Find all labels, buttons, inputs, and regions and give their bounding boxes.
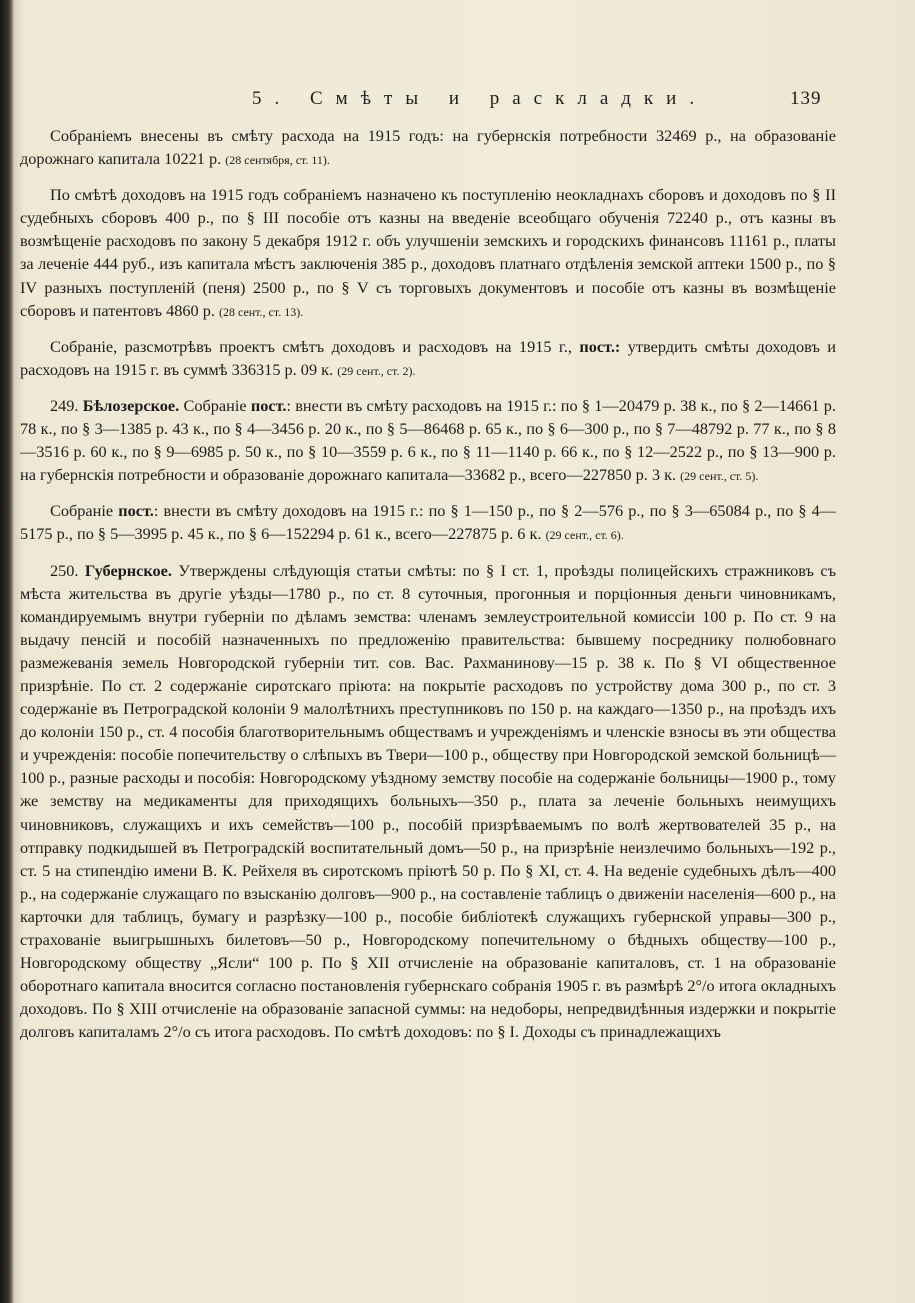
session-reference: (29 сент., ст. 6). — [545, 528, 624, 543]
session-reference: (29 сент., ст. 5). — [680, 469, 759, 484]
resolution-keyword: пост. — [118, 501, 154, 521]
section-250 — [20, 559, 836, 1044]
paragraph-text: Собраніемъ внесены въ смѣту расхода на 1915 годъ: на губернскія потребности 32469 р., на образованіе дорожнаго капитала 10221 р. — [20, 126, 836, 169]
paragraph-3 — [20, 335, 836, 383]
paragraph-text-before: Собраніе, разсмотрѣвъ проектъ смѣтъ доходовъ и расходовъ на 1915 г., — [50, 336, 572, 356]
paragraph-text-before: Собраніе — [183, 395, 247, 415]
section-heading: Губернское. — [84, 560, 172, 580]
session-reference: (28 сентября, ст. 11). — [225, 153, 330, 168]
paragraph-2 — [20, 183, 836, 324]
paragraph-text: : внести въ смѣту расходовъ на 1915 г.: по § 1—20479 р. 38 к., по § 2—14661 р. 78 к., по § 3—1385 р. 43 к., по § 4—3456 р. 20 к., по § 5—86468 р. 65 к., по § 6—300 р., по § 7—48792 р. 77 к., по § 8—3516 р. 60 к., по § 9—6985 р. 50 к., по § 10—3559 р. 6 к., по § 11—1140 р. 66 к., по § 12—2522 р., по § 13—900 р. на губернскія потребности и образованіе дорожнаго капитала—33682 р., всего—227850 р. 3 к. — [20, 395, 836, 485]
header-title: 5. Смѣты и раскладки. — [252, 88, 708, 109]
paragraph-text: : внести въ смѣту доходовъ на 1915 г.: по § 1—150 р., по § 2—576 р., по § 3—65084 р., по § 4—5175 р., по § 5—3995 р. 45 к., по § 6—152294 р. 61 к., всего—227875 р. 6 к. — [20, 501, 836, 544]
page-number: 139 — [790, 88, 822, 109]
paragraph-text: По смѣтѣ доходовъ на 1915 годъ собраніемъ назначено къ поступленію неокладнахъ сборовъ и доходовъ по § II судебныхъ сборовъ 400 р., по § III пособіе отъ казны на введеніе всеобщаго обученія 72240 р., отъ казны въ возмѣщеніе расходовъ по закону 5 декабря 1912 г. объ улучшеніи земскихъ и городскихъ финансовъ 11161 р., платы за леченіе 444 руб., изъ капитала мѣстъ заключенія 385 р., доходовъ платнаго отдѣленія земской аптеки 1500 р., по § IV разныхъ поступленій (пеня) 2500 р., по § V съ торговыхъ документовъ и пособіе отъ казны въ возмѣщеніе сборовъ и патентовъ 4860 р. — [20, 185, 836, 320]
binding-shadow — [0, 0, 14, 1303]
paragraph-text-before: Собраніе — [50, 501, 114, 521]
paragraph-5 — [20, 499, 836, 547]
page-body — [20, 124, 836, 1054]
section-number: 250. — [50, 560, 79, 580]
paragraph-1 — [20, 124, 836, 172]
section-number: 249. — [50, 395, 79, 415]
section-249 — [20, 394, 836, 488]
resolution-keyword: пост.: — [579, 336, 621, 356]
paragraph-text: утвердить смѣты доходовъ и расходовъ на 1915 г. въ суммѣ 336315 р. 09 к. — [20, 336, 836, 379]
section-heading: Бѣлозерское. — [82, 395, 180, 415]
session-reference: (28 сент., ст. 13). — [219, 304, 304, 319]
paragraph-text: Утверждены слѣдующія статьи смѣты: по § I ст. 1, проѣзды полицейскихъ стражниковъ съ мѣста жительства въ другіе уѣзды—1780 р., по ст. 8 суточныя, прогонныя и порціонныя деньги чиновникамъ, командируемымъ внутри губерніи по дѣламъ земства: членамъ землеустроительной комиссіи 100 р. По ст. 9 на выдачу пенсій и пособій назначенныхъ по предложенію правительства: бывшему посреднику полюбовнаго размежеванія земель Новгородской губерніи тит. сов. Вас. Рахманинову—15 р. 38 к. По § VI общественное призрѣніе. По ст. 2 содержаніе сиротскаго пріюта: на покрытіе расходовъ по устройству дома 300 р., по ст. 3 содержаніе въ Петроградской колоніи 9 малолѣтнихъ преступниковъ по 150 р. на каждаго—1350 р., на проѣздъ ихъ до колоніи 150 р., ст. 4 пособія благотворительнымъ обществамъ и учрежденіямъ и членскіе взносы въ эти общества и учрежденія: пособіе попечительству о слѣпыхъ въ Твери—100 р., обществу при Новгородской земской больницѣ—100 р., разные расходы и пособія: Новгородскому уѣздному земству пособіе на содержаніе больницы—1900 р., тому же земству на медикаменты для приходящихъ больныхъ—350 р., плата за леченіе больныхъ неимущихъ чиновниковъ, служащихъ и ихъ семействъ—100 р., пособій призрѣваемымъ по волѣ жертвователей 35 р., на отправку подкидышей въ Петроградскій воспитательный домъ—50 р., на призрѣніе неизлечимо больныхъ—192 р., ст. 5 на стипендію имени В. К. Рейхеля въ сиротскомъ пріютѣ 50 р. По § XI, ст. 4. На веденіе судебныхъ дѣлъ—400 р., на содержаніе служащаго по взысканію долговъ—900 р., на составленіе таблицъ о движеніи населенія—600 р., на карточки для таблицъ, бумагу и разрѣзку—100 р., пособіе библіотекѣ служащихъ губернской управы—300 р., страхованіе выигрышныхъ билетовъ—50 р., Новгородскому попечительному о бѣдныхъ обществу—100 р., Новгородскому обществу „Ясли“ 100 р. По § XII отчисленіе на образованіе капиталовъ, ст. 1 на образованіе оборотнаго капитала вносится согласно постановленія губернскаго собранія 1905 г. въ размѣрѣ 2°/о итога окладныхъ доходовъ. По § XIII отчисленіе на образованіе запасной суммы: на недоборы, непредвидѣнныя издержки и покрытіе долговъ капиталамъ 2°/о съ итога расходовъ. По смѣтѣ доходовъ: по § I. Доходы съ принадлежащихъ — [20, 560, 836, 1042]
resolution-keyword: пост. — [250, 395, 287, 415]
running-header — [0, 88, 915, 114]
session-reference: (29 сент., ст. 2). — [337, 363, 416, 378]
